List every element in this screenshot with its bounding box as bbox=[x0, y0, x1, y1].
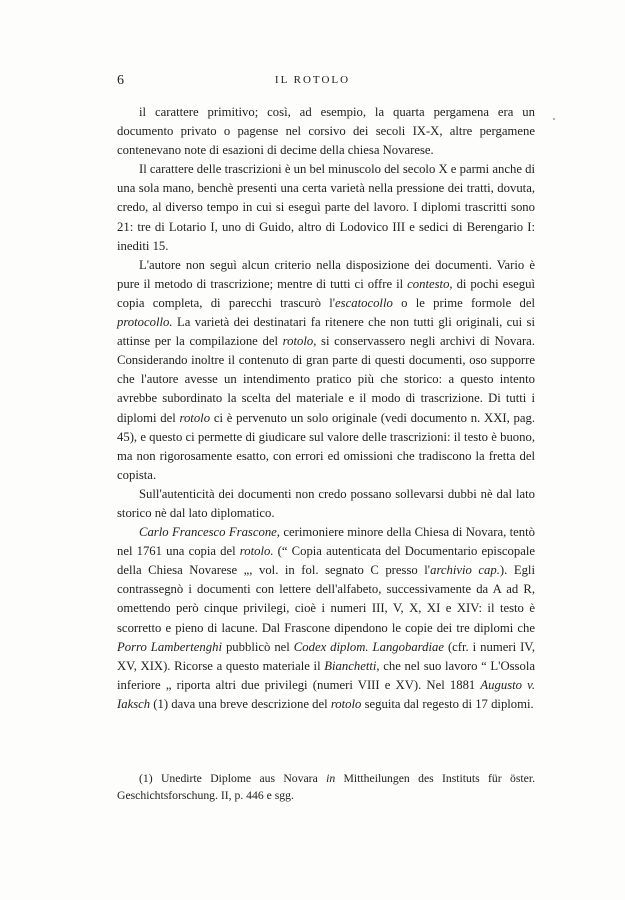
text-run: ci è pervenuto un solo originale (vedi documento n. XXI, pag. 45), e questo ci permette di giudicare sul valore delle trascrizioni: il testo è buono, ma non rigorosamente esatto, con errori ed omissioni che tradiscono la fretta del copista. bbox=[117, 410, 536, 482]
margin-mark bbox=[553, 118, 555, 120]
text-run: (cfr. i numeri IV, XV, XIX). Ricorse a questo materiale il bbox=[117, 639, 535, 673]
text-run: di pochi eseguì copia completa, di parecchi trascurò l' bbox=[117, 276, 535, 310]
text-run: ). Egli contrassegnò i documenti con lettere dell'alfabeto, successivamente da A ad R, omettendo però cinque privilegi, cioè i numeri III, V, X, XI e XIV: il testo è scorretto e pieno di lacune. Dal Frascone dipendono le copie dei tre diplomi che bbox=[117, 563, 535, 635]
italic-text: protocollo. bbox=[117, 315, 173, 330]
text-run: che nel suo lavoro “ L'Ossola inferiore „ riporta altri due privilegi (numeri VIII e XV). Nel 1881 bbox=[117, 658, 535, 692]
footnote-paragraph bbox=[117, 771, 535, 804]
paragraph bbox=[117, 485, 535, 523]
text-run: il carattere primitivo; così, ad esempio, la quarta pergamena era un documento privato o pagense nel corsivo dei secoli IX-X, altre pergamene contenevano note di esazioni di decime della chiesa Novarese. bbox=[117, 105, 535, 158]
text-run: (“ Copia autenticata del Documentario episcopale della Chiesa Novarese „, vol. in fol. segnato C presso l' bbox=[117, 544, 535, 578]
italic-text: escatocollo bbox=[335, 295, 393, 310]
italic-text: rotolo bbox=[330, 696, 362, 711]
page-number: 6 bbox=[117, 73, 124, 88]
text-run: Mittheilungen des Instituts für öster. Geschichtsforschung. II, p. 446 e sgg. bbox=[117, 772, 535, 802]
italic-text: Bianchetti, bbox=[324, 658, 380, 673]
italic-text: rotolo. bbox=[239, 544, 274, 559]
body-text bbox=[117, 103, 535, 714]
paragraph bbox=[117, 523, 535, 714]
text-run: La varietà dei destinatari fa ritenere che non tutti gli originali, cui si attinse per la compilazione del bbox=[117, 315, 535, 349]
italic-text: in bbox=[326, 772, 336, 785]
text-run: (1) dava una breve descrizione del bbox=[150, 696, 331, 711]
text-run: pubblicò nel bbox=[222, 639, 294, 654]
italic-text: Porro Lambertenghi bbox=[117, 639, 222, 654]
italic-text: contesto, bbox=[407, 276, 453, 291]
italic-text: Augusto v. Iaksch bbox=[117, 677, 535, 711]
text-run: L'autore non seguì alcun criterio nella disposizione dei documenti. Vario è pure il metodo di trascrizione; mentre di tutti ci offre il bbox=[117, 257, 535, 291]
footnote bbox=[117, 771, 535, 804]
running-title: IL ROTOLO bbox=[274, 74, 351, 86]
paragraph bbox=[117, 256, 535, 485]
text-run: Sull'autenticità dei documenti non credo possano sollevarsi dubbi nè dal lato storico nè dal lato diplomatico. bbox=[117, 486, 535, 520]
text-run: (1) Unedirte Diplome aus Novara bbox=[139, 772, 327, 785]
text-run: o le prime formole del bbox=[392, 295, 535, 310]
italic-text: Carlo Francesco Frascone, bbox=[139, 525, 280, 540]
text-run: seguita dal regesto di 17 diplomi. bbox=[361, 696, 534, 711]
text-run: si conservassero negli archivi di Novara. Considerando inoltre il contenuto di gran parte di questi documenti, oso supporre che l'autore avesse un intendimento pratico più che storico: a questo intento avrebbe subordinato la scelta del materiale e il modo di trascrizione. Di tutti i diplomi del bbox=[117, 334, 535, 425]
text-run: cerimoniere minore della Chiesa di Novara, tentò nel 1761 una copia del bbox=[117, 525, 535, 559]
italic-text: rotolo bbox=[179, 410, 211, 425]
paragraph bbox=[117, 103, 535, 160]
paragraph bbox=[117, 160, 535, 255]
text-run: Il carattere delle trascrizioni è un bel minuscolo del secolo X e parmi anche di una sola mano, benchè presenti una certa varietà nella pressione dei tratti, dovuta, credo, al diverso tempo in cui si eseguì parte del lavoro. I diplomi trascritti sono 21: tre di Lotario I, uno di Guido, altro di Lodovico III e sedici di Berengario I: inediti 15. bbox=[117, 162, 535, 253]
italic-text: rotolo, bbox=[282, 334, 317, 349]
italic-text: archivio cap. bbox=[430, 563, 500, 578]
italic-text: Codex diplom. Langobardiae bbox=[293, 639, 444, 654]
